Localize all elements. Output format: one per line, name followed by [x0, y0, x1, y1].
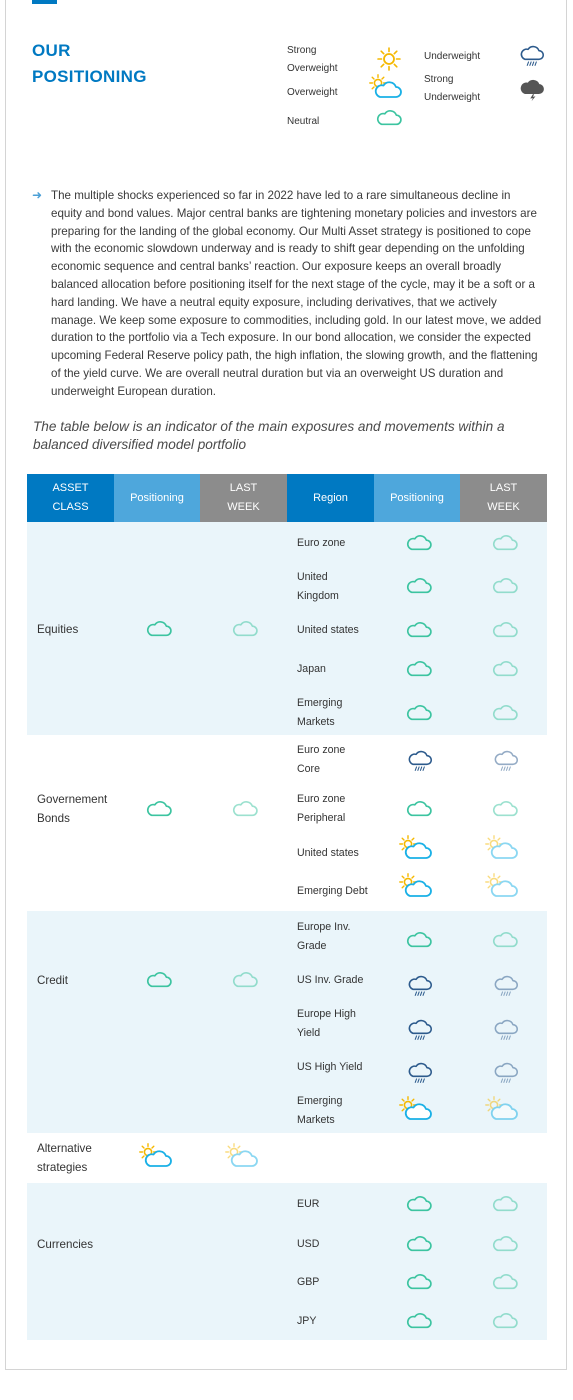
- asset-class-label: [37, 1139, 92, 1177]
- asset-block-equities: [27, 522, 547, 735]
- legend-label-underweight: [424, 48, 480, 66]
- header-text: Positioning: [130, 491, 184, 504]
- cloud-icon: [405, 1270, 433, 1292]
- header-text: LAST: [489, 482, 518, 494]
- region-label-line: Europe Inv.: [297, 921, 351, 933]
- sun-cloud-icon: [399, 1096, 433, 1122]
- header-region-positioning: [374, 474, 460, 522]
- legend-label-strong-overweight: [287, 42, 338, 78]
- region-label: Euro zone: [297, 537, 346, 549]
- header-text: WEEK: [227, 501, 260, 513]
- sun-cloud-icon: [369, 74, 403, 105]
- cloud-icon: [405, 657, 433, 679]
- cloud-icon: [491, 531, 519, 553]
- cloud-icon: [405, 1192, 433, 1214]
- region-label-line: Markets: [297, 1114, 335, 1126]
- region-label: [297, 568, 339, 606]
- rain-cloud-icon: [519, 42, 545, 73]
- legend-label-neutral: [287, 113, 319, 131]
- sun-cloud-icon: [399, 835, 433, 861]
- header-text: WEEK: [487, 501, 520, 513]
- top-accent-bar: [32, 0, 57, 4]
- region-label: Emerging Debt: [297, 885, 368, 897]
- region-label: United states: [297, 624, 359, 636]
- asset-block-alternative-strategies: [27, 1133, 547, 1183]
- asset-block-credit: [27, 911, 547, 1133]
- region-label-line: Europe High: [297, 1008, 356, 1020]
- rain-cloud-icon: [493, 1016, 519, 1042]
- intro-section: [32, 187, 542, 401]
- asset-class-label-line: strategies: [37, 1161, 88, 1174]
- legend-label-strong-underweight: [424, 71, 480, 107]
- region-label-line: Grade: [297, 940, 327, 952]
- cloud-icon: [405, 1232, 433, 1254]
- region-label: [297, 1092, 342, 1130]
- header-text: Positioning: [390, 491, 444, 504]
- cloud-icon: [375, 106, 403, 133]
- cloud-icon: [405, 928, 433, 950]
- cloud-icon: [145, 968, 173, 990]
- asset-class-label: Currencies: [37, 1238, 94, 1251]
- page-title-line-1: OUR: [32, 41, 71, 60]
- header-region-last-week: [460, 474, 547, 522]
- region-label: [297, 1005, 356, 1043]
- sun-cloud-icon: [485, 1096, 519, 1122]
- asset-class-label: Equities: [37, 623, 79, 636]
- cloud-icon: [491, 618, 519, 640]
- region-label-line: Emerging: [297, 1095, 343, 1107]
- region-label: Japan: [297, 663, 326, 675]
- region-label: USD: [297, 1238, 320, 1250]
- region-label-line: Euro zone: [297, 793, 346, 805]
- legend-label-line: Overweight: [287, 87, 338, 98]
- sun-cloud-icon: [485, 873, 519, 899]
- header-last-week: [200, 474, 287, 522]
- cloud-icon: [231, 797, 259, 819]
- cloud-icon: [491, 1192, 519, 1214]
- cloud-icon: [491, 574, 519, 596]
- rain-cloud-icon: [407, 1059, 433, 1085]
- region-label-line: United: [297, 571, 328, 583]
- region-label: EUR: [297, 1198, 320, 1210]
- region-label-line: Euro zone: [297, 744, 346, 756]
- legend-label-line: Neutral: [287, 116, 320, 127]
- cloud-icon: [405, 1309, 433, 1331]
- region-label-line: Yield: [297, 1027, 321, 1039]
- cloud-icon: [405, 618, 433, 640]
- region-label: US Inv. Grade: [297, 974, 364, 986]
- cloud-icon: [491, 797, 519, 819]
- table-caption: The table below is an indicator of the main exposures and movements within a balanced diversified model portfolio: [33, 419, 505, 452]
- legend-label-line: Strong: [424, 74, 454, 85]
- asset-block-currencies: [27, 1183, 547, 1340]
- asset-class-label-line: Bonds: [37, 812, 70, 825]
- intro-paragraph: The multiple shocks experienced so far in 2022 have led to a rare simultaneous decline in equity and bond values. Major central banks are tightening monetary policies and investors are preparing for the landing of the global economy. Our Multi Asset strategy is positioned to cope with the economic slowdown underway and is ready to shift gear depending on the unfolding economic sequence and central banks’ reaction. Our exposure keeps an overall broadly balanced allocation before positioning itself for the next stage of the cycle, may it be a soft or a hard landing. We have a neutral equity exposure, including derivatives, that we actively manage. We keep some exposure to commodities, including gold. In our latest move, we added duration to the portfolio via a Tech exposure. In our bond allocation, we consider the expected upcoming Federal Reserve policy path, the high inflation, the slowing growth, and the flattening of the yield curve. We are overall neutral duration but via an overweight US duration and underweight European duration.: [51, 189, 542, 398]
- rain-cloud-icon: [407, 747, 433, 773]
- asset-class-label: [37, 790, 107, 828]
- region-label-line: Core: [297, 763, 320, 775]
- cloud-icon: [405, 574, 433, 596]
- region-label: [297, 790, 345, 828]
- legend-label-line: Overweight: [287, 63, 338, 74]
- cloud-icon: [491, 1232, 519, 1254]
- cloud-icon: [491, 928, 519, 950]
- cloud-icon: [405, 797, 433, 819]
- asset-class-label-line: Governement: [37, 793, 108, 806]
- header-region: [287, 474, 374, 522]
- cloud-icon: [231, 968, 259, 990]
- sun-cloud-icon: [399, 873, 433, 899]
- rain-cloud-icon: [493, 747, 519, 773]
- region-label: United states: [297, 847, 359, 859]
- cloud-icon: [491, 1270, 519, 1292]
- rain-cloud-icon: [493, 1059, 519, 1085]
- header-positioning: [114, 474, 200, 522]
- page-title-line-2: POSITIONING: [32, 67, 147, 86]
- header-text: CLASS: [52, 501, 89, 513]
- arrow-right-icon: ➜: [32, 188, 43, 202]
- header-text: LAST: [229, 482, 258, 494]
- header-text: ASSET: [52, 482, 89, 494]
- header-asset-class: [27, 474, 114, 522]
- region-label-line: Markets: [297, 716, 335, 728]
- asset-class-label-line: Alternative: [37, 1142, 92, 1155]
- region-label: [297, 694, 342, 732]
- region-label-line: Emerging: [297, 697, 343, 709]
- sun-cloud-icon: [139, 1143, 173, 1169]
- sun-cloud-icon: [225, 1143, 259, 1169]
- sun-icon: [376, 46, 402, 77]
- region-label-line: Kingdom: [297, 590, 339, 602]
- legend-label-overweight: [287, 84, 338, 102]
- legend-label-line: Strong: [287, 45, 317, 56]
- cloud-icon: [145, 797, 173, 819]
- region-label: [297, 741, 345, 779]
- cloud-icon: [405, 531, 433, 553]
- rain-cloud-icon: [493, 972, 519, 998]
- table-header: [27, 474, 547, 522]
- cloud-icon: [231, 617, 259, 639]
- rain-cloud-icon: [407, 972, 433, 998]
- sun-cloud-icon: [485, 835, 519, 861]
- cloud-icon: [491, 1309, 519, 1331]
- page-title: [32, 38, 147, 90]
- region-label: GBP: [297, 1276, 320, 1288]
- cloud-icon: [145, 617, 173, 639]
- cloud-icon: [491, 701, 519, 723]
- legend-label-line: Underweight: [424, 92, 481, 103]
- region-label-line: Peripheral: [297, 812, 346, 824]
- cloud-icon: [491, 657, 519, 679]
- cloud-icon: [405, 701, 433, 723]
- region-label: US High Yield: [297, 1061, 363, 1073]
- region-label: JPY: [297, 1315, 317, 1327]
- region-label: [297, 918, 350, 956]
- asset-block-government-bonds: [27, 735, 547, 911]
- asset-class-label: Credit: [37, 974, 68, 987]
- legend-label-line: Underweight: [424, 51, 481, 62]
- storm-cloud-icon: [519, 76, 545, 107]
- header-text: Region: [313, 491, 348, 504]
- rain-cloud-icon: [407, 1016, 433, 1042]
